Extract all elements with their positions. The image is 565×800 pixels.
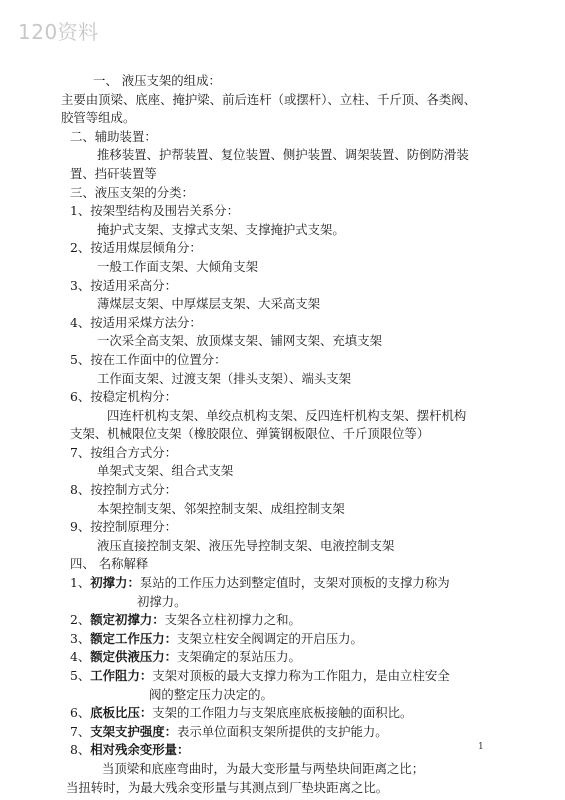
heading-auxiliary: 二、辅助装置：: [70, 128, 157, 144]
paragraph-line: 胶管等组成。: [61, 110, 136, 126]
list-item-detail: 四连杆机构支架、单绞点机构支架、反四连杆机构支架、摆杆机构: [107, 407, 467, 423]
item-number: 4、: [70, 649, 91, 665]
definition-text: 支架的工作阻力与支架底座底板接触的面积比。: [152, 705, 413, 721]
definition-text: 泵站的工作压力达到整定值时，支架对顶板的支撑力称为: [139, 575, 450, 591]
definition-term: 相对残余变形量：: [90, 742, 190, 758]
definition-term: 底板比压：: [90, 705, 153, 721]
definition-continuation: 阀的整定压力决定的。: [149, 686, 273, 702]
list-item-detail: 薄煤层支架、中厚煤层支架、大采高支架: [97, 296, 321, 312]
definition-text: 支架确定的泵站压力。: [177, 649, 301, 665]
item-number: 2、: [70, 612, 91, 628]
list-item: 6、按稳定机构分：: [70, 389, 178, 405]
paragraph-line: 推移装置、护帮装置、复位装置、侧护装置、调架装置、防倒防滑装: [97, 147, 469, 163]
definition-item: [70, 741, 510, 760]
document-body: [61, 72, 510, 797]
definition-term: 额定初撑力：: [90, 612, 165, 628]
paragraph-line: 主要由顶梁、底座、掩护梁、前后连杆（或摆杆）、立柱、千斤顶、各类阀、: [61, 91, 477, 107]
definition-item: [70, 630, 510, 649]
paragraph-line: 置、挡矸装置等: [70, 165, 157, 181]
definition-term: 额定工作压力：: [90, 630, 178, 646]
list-item-detail: 支架、机械限位支架（橡胶限位、弹簧钢板限位、千斤顶限位等）: [70, 426, 430, 442]
definition-text: 支架对顶板的最大支撑力称为工作阻力，是由立柱安全: [152, 668, 450, 683]
list-item-detail: 工作面支架、过渡支架（排头支架）、端头支架: [97, 370, 352, 386]
heading-definitions: 四、 名称解释: [70, 556, 149, 572]
definition-term: 工作阻力：: [90, 668, 153, 683]
list-item: 2、按适用煤层倾角分：: [70, 240, 202, 256]
list-item: 7、按组合方式分：: [70, 444, 178, 460]
definition-item: [70, 723, 510, 742]
definition-item: [70, 611, 510, 630]
list-item-detail: 掩护式支架、支撑式支架、支撑掩护式支架。: [97, 221, 345, 237]
definition-item: [70, 648, 510, 667]
list-item-detail: 本架控制支架、邻架控制支架、成组控制支架: [97, 500, 345, 516]
item-number: 1、: [70, 575, 91, 591]
list-item: 3、按适用采高分：: [70, 277, 178, 293]
definition-term: 额定供液压力：: [90, 649, 178, 665]
heading-composition: 一、 液压支架的组成：: [93, 73, 221, 88]
list-item-detail: 一次采全高支架、放顶煤支架、铺网支架、充填支架: [97, 333, 382, 349]
page-number: 1: [478, 742, 484, 752]
definition-continuation: 当顶梁和底座弯曲时，为最大变形量与两垫块间距离之比；: [102, 760, 425, 776]
list-item: 5、按在工作面中的位置分：: [70, 351, 227, 367]
definition-text: 支架立柱安全阀调定的开启压力。: [177, 630, 363, 646]
item-number: 8、: [70, 742, 91, 758]
list-item-detail: 液压直接控制支架、液压先导控制支架、电液控制支架: [97, 537, 395, 553]
definition-text: 表示单位面积支架所提供的支护能力。: [177, 723, 388, 739]
list-item-detail: 单架式支架、组合式支架: [97, 463, 234, 479]
definition-item: [70, 667, 510, 686]
definition-text: 支架各立柱初撑力之和。: [164, 612, 301, 628]
definition-continuation: 初撑力。: [137, 593, 187, 609]
definition-continuation: 当扭转时，为最大残余变形量与其测点到厂垫块距离之比。: [66, 779, 389, 795]
definition-term: 初撑力：: [90, 575, 140, 591]
item-number: 6、: [70, 705, 91, 721]
item-number: 3、: [70, 630, 91, 646]
watermark-logo: 120资料: [18, 20, 99, 44]
definition-term: 支架支护强度：: [90, 723, 178, 739]
list-item: 1、按架型结构及围岩关系分：: [70, 203, 239, 219]
item-number: 7、: [70, 723, 91, 739]
list-item: 8、按控制方式分：: [70, 482, 178, 498]
item-number: 5、: [70, 668, 91, 683]
list-item: 9、按控制原理分：: [70, 519, 178, 535]
definition-item: [70, 704, 510, 723]
list-item: 4、按适用采煤方法分：: [70, 314, 202, 330]
heading-classification: 三、液压支架的分类：: [70, 184, 194, 200]
definition-item: [70, 574, 510, 593]
list-item-detail: 一般工作面支架、大倾角支架: [97, 258, 259, 274]
